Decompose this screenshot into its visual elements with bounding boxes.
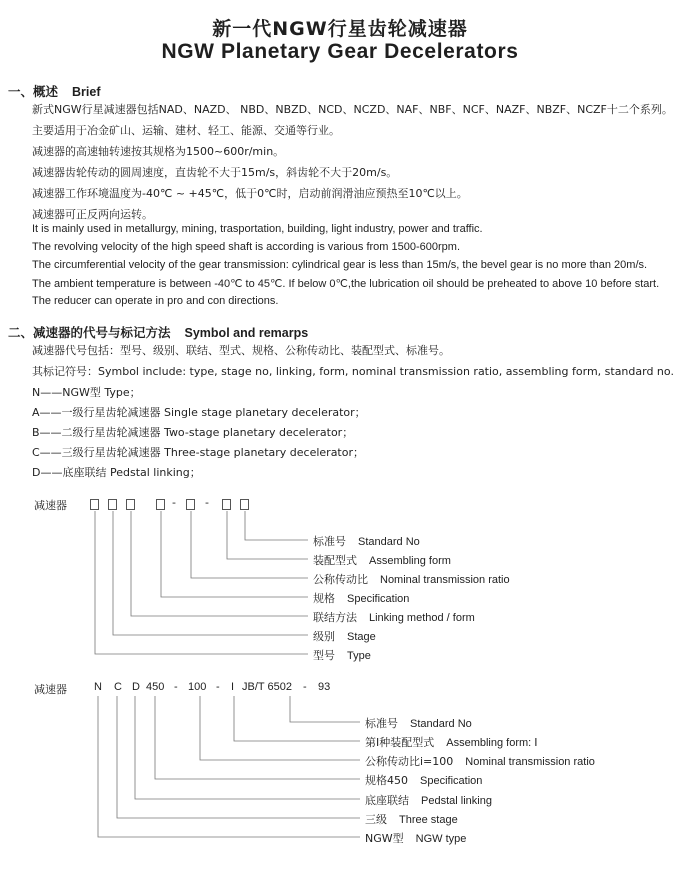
leader-line-type xyxy=(98,696,360,837)
symbol-line-n: N——NGW型 Type； xyxy=(32,386,141,399)
section1-heading-cn: 一、概述 xyxy=(8,84,59,99)
leader-line-linking xyxy=(131,511,308,616)
code-part-year: 93 xyxy=(318,681,331,693)
code-dash: - xyxy=(172,496,176,509)
brief-line-cn-2: 主要适用于冶金矿山、运输、建材、轻工、能源、交通等行业。 xyxy=(32,124,340,137)
brief-line-en-1: It is mainly used in metallurgy, mining, trasportation, building, light industry, power and traffic. xyxy=(32,223,483,235)
brief-line-cn-4: 减速器齿轮传动的圆周速度，直齿轮不大于15m/s，斜齿轮不大于20m/s。 xyxy=(32,166,398,179)
brief-line-en-5: The reducer can operate in pro and con directions. xyxy=(32,295,279,307)
code-box-stage xyxy=(108,499,117,510)
symbol-line-c: C——三级行星齿轮减速器 Three-stage planetary decelerator； xyxy=(32,446,365,459)
code-part-standard: JB/T 6502 xyxy=(242,681,292,693)
code-dash: - xyxy=(205,496,209,509)
leader-line-ratio xyxy=(200,696,360,760)
code-part-dash: - xyxy=(216,681,220,693)
symbol-line-1: 减速器代号包括：型号、级别、联结、型式、规格、公称传动比、装配型式、标准号。 xyxy=(32,344,450,357)
code-box-linking xyxy=(126,499,135,510)
symbol-line-b: B——二级行星齿轮减速器 Two-stage planetary decelerator； xyxy=(32,426,354,439)
leader-line-ratio xyxy=(191,511,308,578)
brief-line-cn-1: 新式NGW行星减速器包括NAD、NAZD、 NBD、NBZD、NCD、NCZD、NAF、NBF、NCF、NAZF、NBZF、NCZF十二个系列。 xyxy=(32,103,673,116)
diagram1-label-ratio: 公称传动比 Nominal transmission ratio xyxy=(313,573,510,586)
leader-line-specification xyxy=(161,511,308,597)
code-part-n: N xyxy=(94,681,102,693)
code-box-ratio xyxy=(186,499,195,510)
section1-heading xyxy=(8,82,101,100)
diagram2-label-ratio: 公称传动比i=100 Nominal transmission ratio xyxy=(365,755,595,768)
code-part-450: 450 xyxy=(146,681,165,693)
brief-line-cn-6: 减速器可正反两向运转。 xyxy=(32,208,153,221)
section2-heading-en: Symbol and remarps xyxy=(184,326,309,340)
diagram2-label: 减速器 xyxy=(34,683,67,696)
symbol-line-d: D——底座联结 Pedstal linking； xyxy=(32,466,201,479)
code-part-dash: - xyxy=(303,681,307,693)
code-box-assembling xyxy=(222,499,231,510)
diagram1-label-linking: 联结方法 Linking method / form xyxy=(313,611,475,624)
section2-heading xyxy=(8,323,308,341)
diagram2-label-stage: 三级 Three stage xyxy=(365,813,458,826)
brief-line-en-2: The revolving velocity of the high speed shaft is according is various from 1500-600rpm. xyxy=(32,241,460,253)
leader-line-standard xyxy=(290,696,360,722)
diagram2-label-linking: 底座联结 Pedstal linking xyxy=(365,794,492,807)
diagram1-label-type: 型号 Type xyxy=(313,649,371,662)
diagram2-label-standard: 标准号 Standard No xyxy=(365,717,472,730)
brief-line-en-4: The ambient temperature is between -40℃ to 45℃. If below 0℃,the lubrication oil should be preheated to above 10 before start. xyxy=(32,278,660,290)
section2-heading-cn: 二、减速器的代号与标记方法 xyxy=(8,325,171,340)
leader-line-linking xyxy=(135,696,360,799)
section1-heading-en: Brief xyxy=(72,85,101,99)
page-title-en: NGW Planetary Gear Decelerators xyxy=(161,40,519,63)
brief-line-cn-3: 减速器的高速轴转速按其规格为1500~600r/min。 xyxy=(32,145,285,158)
leader-line-specification xyxy=(155,696,360,779)
leader-line-stage xyxy=(113,511,308,635)
leader-line-standard xyxy=(245,511,308,540)
page-title-cn: 新一代NGW行星齿轮减速器 xyxy=(212,18,468,40)
diagram1-label-stage: 级别 Stage xyxy=(313,630,376,643)
leader-line-stage xyxy=(117,696,360,818)
code-part-dash: - xyxy=(174,681,178,693)
brief-line-en-3: The circumferential velocity of the gear transmission: cylindrical gear is less than 15m/s, the bevel gear is no more than 20m/s. xyxy=(32,259,648,271)
diagram2-label-specification: 规格450 Specification xyxy=(365,774,483,787)
code-part-assembling: I xyxy=(231,681,235,693)
leader-line-type xyxy=(95,511,308,654)
symbol-line-2: 其标记符号：Symbol include: type, stage no, linking, form, nominal transmission ratio, assembling form, standard no. xyxy=(32,365,674,378)
diagram1-label: 减速器 xyxy=(34,499,67,512)
diagram1-label-standard: 标准号 Standard No xyxy=(313,535,420,548)
code-part-c: C xyxy=(114,681,122,693)
code-box-standard xyxy=(240,499,249,510)
diagram2-label-type: NGW型 NGW type xyxy=(365,832,467,845)
code-box-specification xyxy=(156,499,165,510)
code-part-100: 100 xyxy=(188,681,207,693)
code-part-d: D xyxy=(132,681,140,693)
symbol-line-a: A——一级行星齿轮减速器 Single stage planetary decelerator； xyxy=(32,406,366,419)
brief-line-cn-5: 减速器工作环境温度为-40℃ ~ +45℃，低于0℃时，启动前润滑油应预热至10℃以上。 xyxy=(32,187,468,200)
leader-line-assembling xyxy=(234,696,360,741)
diagram1-label-assembling: 装配型式 Assembling form xyxy=(313,554,451,567)
code-box-type xyxy=(90,499,99,510)
diagram1-label-specification: 规格 Specification xyxy=(313,592,410,605)
diagram2-label-assembling: 第Ⅰ种装配型式 Assembling form: Ⅰ xyxy=(365,736,538,749)
leader-line-assembling xyxy=(227,511,308,559)
